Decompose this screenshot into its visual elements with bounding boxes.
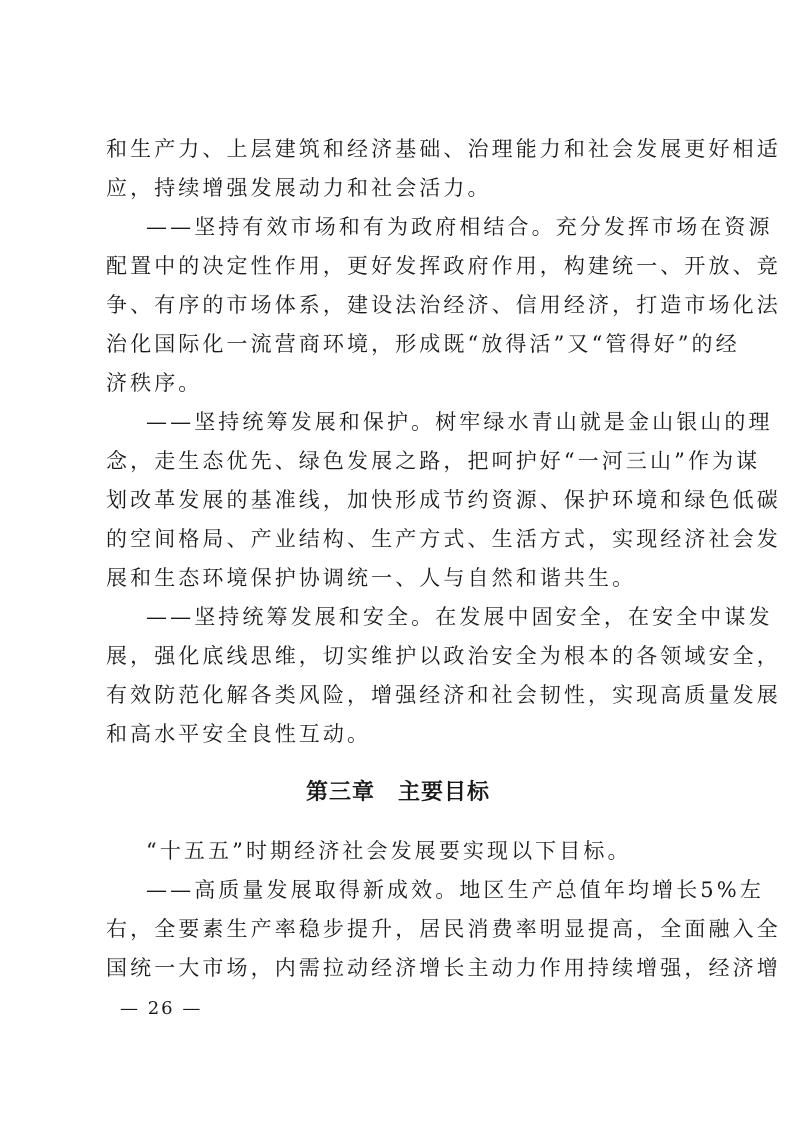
paragraph-line: 济秩序。	[106, 371, 203, 395]
document-body	[106, 130, 781, 988]
paragraph-line: 念，走生态优先、绿色发展之路，把呵护好“一河三山”作为谋	[106, 449, 761, 473]
paragraph-line: 应，持续增强发展动力和社会活力。	[106, 176, 492, 200]
paragraph-line: ——坚持统筹发展和安全。在发展中固安全，在安全中谋发	[146, 605, 773, 629]
paragraph-line: ——坚持有效市场和有为政府相结合。充分发挥市场在资源	[146, 215, 773, 239]
paragraph-line: 的空间格局、产业结构、生产方式、生活方式，实现经济社会发	[106, 527, 781, 551]
paragraph-line: ——坚持统筹发展和保护。树牢绿水青山就是金山银山的理	[146, 410, 773, 434]
paragraph-line: “十五五”时期经济社会发展要实现以下目标。	[146, 839, 632, 863]
paragraph-line: 有效防范化解各类风险，增强经济和社会韧性，实现高质量发展	[106, 683, 781, 707]
chapter-title: 第三章 主要目标	[305, 780, 490, 805]
paragraph-line: 划改革发展的基准线，加快形成节约资源、保护环境和绿色低碳	[106, 488, 781, 512]
paragraph-line: 和高水平安全良性互动。	[106, 722, 372, 746]
page-number: — 26 —	[120, 998, 203, 1019]
paragraph-line: 右，全要素生产率稳步提升，居民消费率明显提高，全面融入全	[106, 917, 781, 941]
paragraph-line: 争、有序的市场体系，建设法治经济、信用经济，打造市场化法	[106, 293, 781, 317]
paragraph-line: 配置中的决定性作用，更好发挥政府作用，构建统一、开放、竞	[106, 254, 781, 278]
paragraph-line: 国统一大市场，内需拉动经济增长主动力作用持续增强，经济增	[106, 956, 781, 980]
paragraph-line: ——高质量发展取得新成效。地区生产总值年均增长5%左	[146, 878, 764, 902]
paragraph-line: 治化国际化一流营商环境，形成既“放得活”又“管得好”的经	[106, 332, 740, 356]
paragraph-line: 展和生态环境保护协调统一、人与自然和谐共生。	[106, 566, 637, 590]
paragraph-line: 和生产力、上层建筑和经济基础、治理能力和社会发展更好相适	[106, 137, 781, 161]
paragraph-line: 展，强化底线思维，切实维护以政治安全为根本的各领域安全，	[106, 644, 781, 668]
